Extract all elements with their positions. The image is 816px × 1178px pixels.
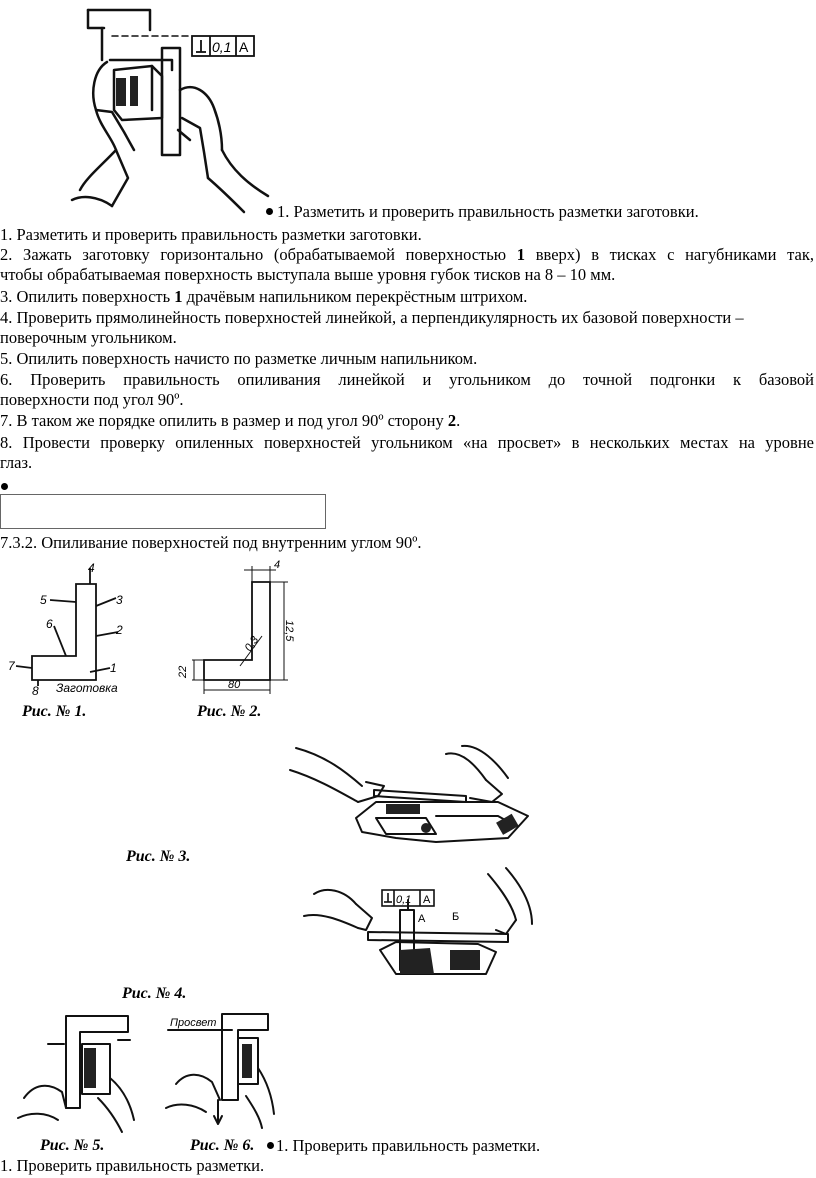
figure-4-illustration bbox=[300, 864, 532, 986]
bullet-item-top-text: 1. Разметить и проверить правильность разметки заготовки. bbox=[277, 202, 699, 221]
step-2-text-a: 2. Зажать заготовку горизонтально (обрабатываемой поверхностью bbox=[0, 245, 517, 264]
step-6-line-2: поверхности под угол 90º. bbox=[0, 390, 184, 409]
fig4-tolerance: 0,1 bbox=[396, 894, 412, 906]
bullet-icon-bottom bbox=[267, 1142, 274, 1149]
bullet-item-bottom-text: 1. Проверить правильность разметки. bbox=[276, 1136, 541, 1155]
fig2-dim-12-5: 12,5 bbox=[283, 620, 295, 642]
fig4-label-a: А bbox=[418, 913, 426, 925]
fig1-label-3: 3 bbox=[116, 593, 123, 607]
fig2-dim-0-3: 0,3 bbox=[242, 634, 262, 654]
figure-top-datum: A bbox=[239, 39, 249, 55]
fig1-label-8: 8 bbox=[32, 684, 39, 698]
section-title: 7.3.2. Опиливание поверхностей под внутренним углом 90º. bbox=[0, 533, 422, 552]
figure-3-illustration bbox=[266, 738, 532, 856]
fig1-label-2: 2 bbox=[116, 623, 123, 637]
fig4-datum: A bbox=[423, 894, 431, 906]
step-3 bbox=[0, 287, 527, 307]
fig2-dim-22: 22 bbox=[177, 665, 189, 678]
figure-6-illustration bbox=[162, 1004, 282, 1130]
bullet-item-top bbox=[266, 202, 699, 222]
step-4-line-2: поверочным угольником. bbox=[0, 328, 177, 347]
final-line: 1. Проверить правильность разметки. bbox=[0, 1156, 265, 1175]
fig2-dim-80: 80 bbox=[228, 679, 241, 691]
caption-fig-4: Рис. № 4. bbox=[122, 985, 187, 1002]
step-7-side-number: 2 bbox=[447, 411, 457, 430]
fig6-label: Просвет bbox=[170, 1017, 217, 1029]
caption-fig-3: Рис. № 3. bbox=[126, 848, 191, 865]
step-3-text-a: 3. Опилить поверхность bbox=[0, 287, 175, 306]
step-8-line-2: глаз. bbox=[0, 453, 33, 472]
caption-fig-2: Рис. № 2. bbox=[197, 703, 262, 720]
empty-frame bbox=[0, 494, 326, 529]
step-1: 1. Разметить и проверить правильность разметки заготовки. bbox=[0, 225, 422, 244]
step-2-line-1 bbox=[0, 245, 814, 265]
caption-fig-5: Рис. № 5. bbox=[40, 1137, 105, 1154]
step-3-text-b: драчёвым напильником перекрёстным штрихом. bbox=[182, 287, 528, 306]
figure-top-tolerance: 0,1 bbox=[212, 39, 232, 55]
step-5: 5. Опилить поверхность начисто по разметке личным напильником. bbox=[0, 349, 478, 368]
bullet-item-bottom bbox=[267, 1136, 540, 1156]
caption-fig-1: Рис. № 1. bbox=[22, 703, 87, 720]
step-2-surface-number: 1 bbox=[516, 245, 526, 264]
step-7-text-a: 7. В таком же порядке опилить в размер и под угол 90º сторону bbox=[0, 411, 448, 430]
fig1-label-5: 5 bbox=[40, 593, 47, 607]
fig1-label-1: 1 bbox=[110, 661, 117, 675]
fig1-label-7: 7 bbox=[8, 659, 15, 673]
step-7-text-b: . bbox=[456, 411, 461, 430]
fig1-label-4: 4 bbox=[88, 561, 95, 575]
step-3-surface-number: 1 bbox=[174, 287, 183, 306]
fig2-dim-4: 4 bbox=[274, 559, 281, 571]
bullet-icon bbox=[266, 208, 273, 215]
fig1-caption-word: Заготовка bbox=[56, 681, 118, 695]
figure-top-illustration bbox=[72, 0, 272, 222]
caption-fig-6: Рис. № 6. bbox=[190, 1137, 255, 1154]
step-2-text-b: вверх) в тисках с нагубниками так, bbox=[525, 245, 814, 264]
step-4-line-1: 4. Проверить прямолинейность поверхностей линейкой, а перпендикулярность их базовой поверхности – bbox=[0, 308, 744, 327]
fig4-label-b: Б bbox=[452, 911, 460, 923]
step-2-line-2: чтобы обрабатываемая поверхность выступала выше уровня губок тисков на 8 – 10 мм. bbox=[0, 265, 616, 284]
step-6-line-1: 6. Проверить правильность опиливания линейкой и угольником до точной подгонки к базовой bbox=[0, 370, 814, 389]
figure-1-workpiece bbox=[6, 562, 136, 700]
fig1-label-6: 6 bbox=[46, 617, 53, 631]
step-7 bbox=[0, 411, 460, 431]
step-8-line-1: 8. Провести проверку опиленных поверхностей угольником «на просвет» в нескольких местах на уровне bbox=[0, 433, 814, 452]
figure-5-illustration bbox=[18, 1008, 146, 1132]
figure-2-drawing bbox=[170, 556, 300, 700]
